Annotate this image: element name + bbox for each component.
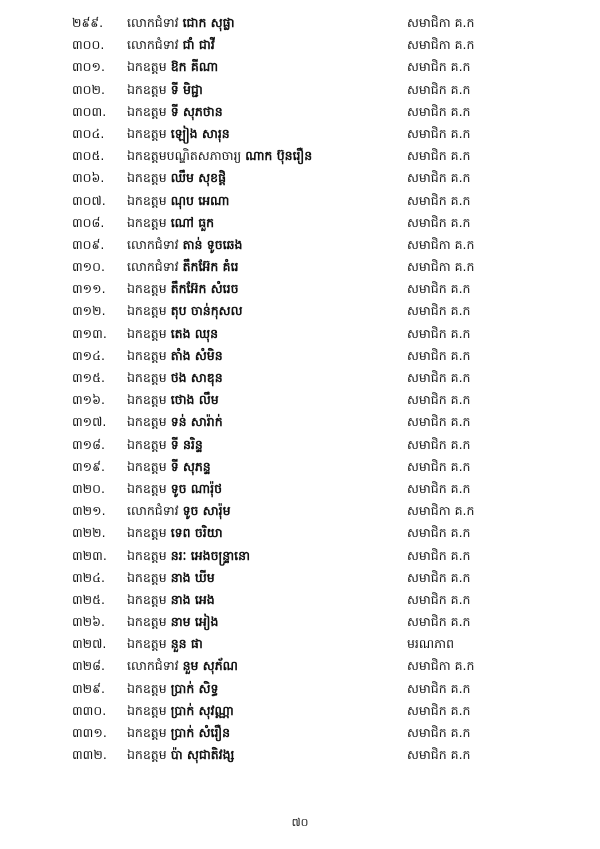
member-status: សមាជិក គ.ក bbox=[407, 591, 471, 607]
member-status: សមាជិក គ.ក bbox=[407, 325, 471, 341]
item-number: ២៩៩. bbox=[72, 15, 104, 30]
member-entry bbox=[127, 190, 229, 212]
member-status: សមាជិក គ.ក bbox=[407, 547, 471, 563]
honorific-title: លោកជំទាវ bbox=[127, 37, 179, 53]
item-number: ៣០២. bbox=[72, 81, 105, 97]
member-entry bbox=[127, 633, 203, 655]
member-name: ឱក គីណា bbox=[170, 59, 219, 75]
list-item bbox=[72, 234, 492, 256]
honorific-title: ឯកឧត្តម bbox=[127, 103, 167, 119]
item-number: ៣០៣. bbox=[72, 103, 107, 119]
member-status: សមាជិក គ.ក bbox=[407, 125, 471, 141]
member-name: ថោង លឹម bbox=[170, 392, 219, 408]
member-name: តឹកអ៊ែក សំរេច bbox=[170, 281, 239, 297]
item-number: ៣២៤. bbox=[72, 569, 105, 585]
list-item bbox=[72, 611, 492, 633]
member-entry bbox=[127, 522, 223, 544]
honorific-title: ឯកឧត្តម bbox=[127, 192, 167, 208]
member-status: សមាជិកា គ.ក bbox=[407, 15, 475, 30]
item-number: ៣០៨. bbox=[72, 214, 105, 230]
member-entry bbox=[127, 611, 218, 633]
honorific-title: ឯកឧត្តម bbox=[127, 414, 167, 430]
item-number: ៣១២. bbox=[72, 303, 106, 319]
honorific-title: ឯកឧត្តម bbox=[127, 458, 167, 474]
honorific-title: ឯកឧត្តម bbox=[127, 303, 167, 319]
member-entry bbox=[127, 56, 218, 78]
item-number: ៣២១. bbox=[72, 503, 106, 519]
list-item bbox=[72, 300, 492, 322]
member-status: សមាជិក គ.ក bbox=[407, 370, 471, 385]
member-name: តឹកអ៊ែក គំរេ bbox=[182, 259, 239, 275]
list-item bbox=[72, 12, 492, 34]
member-status: សមាជិក គ.ក bbox=[407, 414, 471, 430]
item-number: ៣០៦. bbox=[72, 170, 105, 186]
member-entry bbox=[127, 567, 215, 589]
member-entry bbox=[127, 456, 211, 478]
item-number: ៣១៩. bbox=[72, 458, 105, 474]
member-status: សមាជិកា គ.ក bbox=[407, 503, 475, 519]
honorific-title: ឯកឧត្តម bbox=[127, 81, 167, 97]
member-name: នួន ផា bbox=[170, 636, 203, 652]
member-entry bbox=[127, 234, 242, 256]
page-number: ៧០ bbox=[291, 816, 309, 829]
member-entry bbox=[127, 256, 239, 278]
member-name: ប្រាក់ សុវណ្ណា bbox=[170, 702, 234, 718]
honorific-title: ឯកឧត្តម bbox=[127, 325, 167, 341]
member-name: ថង សាឌុន bbox=[170, 370, 223, 385]
honorific-title: លោកជំទាវ bbox=[127, 15, 179, 30]
list-item bbox=[72, 633, 492, 655]
honorific-title: ឯកឧត្តម bbox=[127, 569, 167, 585]
member-status: សមាជិក គ.ក bbox=[407, 392, 471, 408]
honorific-title: ឯកឧត្តម bbox=[127, 59, 167, 75]
item-number: ៣២០. bbox=[72, 480, 105, 496]
honorific-title: ឯកឧត្តម bbox=[127, 547, 167, 563]
list-item bbox=[72, 456, 492, 478]
item-number: ៣១៥. bbox=[72, 370, 105, 385]
member-name: ទូច សារ៉ុម bbox=[182, 503, 231, 519]
member-list bbox=[72, 12, 492, 766]
member-name: នួម សុភ័ណ bbox=[182, 658, 238, 674]
list-item bbox=[72, 56, 492, 78]
member-status: សមាជិក គ.ក bbox=[407, 59, 471, 75]
member-status: សមាជិកា គ.ក bbox=[407, 259, 475, 275]
item-number: ៣២៦. bbox=[72, 614, 105, 630]
honorific-title: ឯកឧត្តម bbox=[127, 347, 167, 363]
item-number: ៣១០. bbox=[72, 259, 105, 275]
member-entry bbox=[127, 722, 230, 744]
member-entry bbox=[127, 589, 215, 611]
member-entry bbox=[127, 167, 226, 189]
member-entry bbox=[127, 678, 218, 700]
member-status: សមាជិក គ.ក bbox=[407, 103, 471, 119]
member-name: ទី សុភន្ទ bbox=[170, 458, 211, 474]
member-name: តុប ចាន់កុសល bbox=[170, 303, 243, 319]
honorific-title: លោកជំទាវ bbox=[127, 503, 179, 519]
item-number: ៣២៨. bbox=[72, 658, 105, 674]
item-number: ៣១៨. bbox=[72, 436, 105, 452]
member-status: សមាជិក គ.ក bbox=[407, 725, 471, 740]
member-name: តាន់ ទូចឆេង bbox=[182, 236, 243, 252]
item-number: ៣០៧. bbox=[72, 192, 106, 208]
list-item bbox=[72, 478, 492, 500]
member-name: នាង ឃីម bbox=[170, 569, 215, 585]
member-entry bbox=[127, 367, 223, 389]
list-item bbox=[72, 212, 492, 234]
member-name: ប្រាក់ សំរឿន bbox=[170, 725, 231, 740]
item-number: ៣៣២. bbox=[72, 747, 107, 763]
honorific-title: ឯកឧត្តម bbox=[127, 702, 167, 718]
list-item bbox=[72, 545, 492, 567]
member-status: សមាជិក គ.ក bbox=[407, 148, 471, 164]
member-entry bbox=[127, 345, 223, 367]
member-status: សមាជិក គ.ក bbox=[407, 436, 471, 452]
item-number: ៣០៥. bbox=[72, 148, 105, 164]
item-number: ៣២៧. bbox=[72, 636, 107, 652]
member-name: ប្រាក់ សិទ្ធ bbox=[170, 680, 219, 696]
member-entry bbox=[127, 655, 238, 677]
member-name: ណុប អេណា bbox=[170, 192, 230, 208]
item-number: ៣២៥. bbox=[72, 591, 105, 607]
item-number: ៣១៤. bbox=[72, 347, 105, 363]
member-entry bbox=[127, 411, 223, 433]
member-status: សមាជិក គ.ក bbox=[407, 702, 471, 718]
member-entry bbox=[127, 300, 242, 322]
item-number: ៣២២. bbox=[72, 525, 106, 541]
item-number: ៣៣០. bbox=[72, 702, 107, 718]
honorific-title: ឯកឧត្តម bbox=[127, 436, 167, 452]
honorific-title: ឯកឧត្តម bbox=[127, 214, 167, 230]
member-name: ប៉ា សុជាតិវង្ស bbox=[170, 747, 235, 763]
list-item bbox=[72, 190, 492, 212]
item-number: ៣១៦. bbox=[72, 392, 105, 408]
item-number: ៣០៩. bbox=[72, 236, 105, 252]
member-status: សមាជិក គ.ក bbox=[407, 480, 471, 496]
list-item bbox=[72, 589, 492, 611]
item-number: ៣១១. bbox=[72, 281, 106, 297]
list-item bbox=[72, 389, 492, 411]
member-entry bbox=[127, 101, 223, 123]
member-status: សមាជិក គ.ក bbox=[407, 214, 471, 230]
member-status: សមាជិក គ.ក bbox=[407, 458, 471, 474]
member-status: សមាជិក គ.ក bbox=[407, 281, 471, 297]
list-item bbox=[72, 123, 492, 145]
member-entry bbox=[127, 323, 218, 345]
list-item bbox=[72, 145, 492, 167]
member-name: នរៈ អេងចន្ទ្រានោ bbox=[170, 547, 251, 563]
honorific-title: ឯកឧត្តម bbox=[127, 747, 167, 763]
honorific-title: ឯកឧត្តម bbox=[127, 591, 167, 607]
item-number: ៣០១. bbox=[72, 59, 105, 75]
member-name: ទន់ សារ៉ាក់ bbox=[170, 414, 223, 430]
honorific-title: លោកជំទាវ bbox=[127, 658, 179, 674]
honorific-title: ឯកឧត្តម bbox=[127, 525, 167, 541]
item-number: ៣២៣. bbox=[72, 547, 107, 563]
list-item bbox=[72, 567, 492, 589]
list-item bbox=[72, 323, 492, 345]
member-name: ណាក ប៊ុនរឿន bbox=[245, 148, 313, 164]
honorific-title: លោកជំទាវ bbox=[127, 236, 179, 252]
member-status: សមាជិក គ.ក bbox=[407, 347, 471, 363]
member-entry bbox=[127, 545, 250, 567]
list-item bbox=[72, 34, 492, 56]
list-item bbox=[72, 79, 492, 101]
list-item bbox=[72, 167, 492, 189]
honorific-title: ឯកឧត្តម bbox=[127, 281, 167, 297]
item-number: ៣០៤. bbox=[72, 125, 105, 141]
list-item bbox=[72, 500, 492, 522]
member-name: ទី នរិន្ទ bbox=[170, 436, 203, 452]
member-name: ឡៀង សារុន bbox=[170, 125, 230, 141]
member-name: ជោក សុផ្លា bbox=[182, 15, 235, 30]
member-status: សមាជិក គ.ក bbox=[407, 170, 471, 186]
member-entry bbox=[127, 744, 234, 766]
honorific-title: ឯកឧត្តម bbox=[127, 614, 167, 630]
member-status: សមាជិកា គ.ក bbox=[407, 236, 475, 252]
honorific-title: លោកជំទាវ bbox=[127, 259, 179, 275]
member-entry bbox=[127, 34, 215, 56]
list-item bbox=[72, 655, 492, 677]
member-status: សមាជិកា គ.ក bbox=[407, 658, 475, 674]
member-entry bbox=[127, 79, 203, 101]
list-item bbox=[72, 278, 492, 300]
member-name: ទូច ណារ៉ុថ bbox=[170, 480, 223, 496]
member-entry bbox=[127, 478, 222, 500]
member-status: សមាជិក គ.ក bbox=[407, 303, 471, 319]
list-item bbox=[72, 367, 492, 389]
honorific-title: ឯកឧត្តម bbox=[127, 170, 167, 186]
honorific-title: ឯកឧត្តម bbox=[127, 480, 167, 496]
honorific-title: ឯកឧត្តម bbox=[127, 370, 167, 385]
member-status: សមាជិកា គ.ក bbox=[407, 37, 475, 53]
member-name: ណៅ ធួក bbox=[170, 214, 215, 230]
honorific-title: ឯកឧត្តម bbox=[127, 125, 167, 141]
list-item bbox=[72, 722, 492, 744]
member-status: សមាជិក គ.ក bbox=[407, 680, 471, 696]
item-number: ៣០០. bbox=[72, 37, 105, 53]
honorific-title: ឯកឧត្តម bbox=[127, 392, 167, 408]
member-entry bbox=[127, 434, 203, 456]
member-entry bbox=[127, 278, 239, 300]
honorific-title: ឯកឧត្តម bbox=[127, 636, 167, 652]
member-entry bbox=[127, 389, 219, 411]
list-item bbox=[72, 434, 492, 456]
member-name: នាង អេង bbox=[170, 591, 215, 607]
member-name: ឈឹម សុខផ្តិ bbox=[170, 170, 227, 186]
member-name: តេង ឈុន bbox=[170, 325, 219, 341]
member-status: សមាជិក គ.ក bbox=[407, 192, 471, 208]
member-name: ទេព ចរិយា bbox=[170, 525, 223, 541]
member-entry bbox=[127, 500, 231, 522]
member-status: សមាជិក គ.ក bbox=[407, 614, 471, 630]
member-name: នាម អៀង bbox=[170, 614, 219, 630]
list-item bbox=[72, 345, 492, 367]
list-item bbox=[72, 678, 492, 700]
member-entry bbox=[127, 12, 235, 34]
list-item bbox=[72, 700, 492, 722]
item-number: ៣១៧. bbox=[72, 414, 107, 430]
honorific-title: ឯកឧត្តមបណ្ឌិតសភាចារ្យ bbox=[127, 148, 242, 164]
member-status: សមាជិក គ.ក bbox=[407, 569, 471, 585]
list-item bbox=[72, 101, 492, 123]
item-number: ៣១៣. bbox=[72, 325, 107, 341]
member-name: ទី សុភថាន bbox=[170, 103, 223, 119]
honorific-title: ឯកឧត្តម bbox=[127, 680, 167, 696]
list-item bbox=[72, 411, 492, 433]
member-name: ទី មិជ្ជា bbox=[170, 81, 203, 97]
item-number: ៣២៩. bbox=[72, 680, 105, 696]
list-item bbox=[72, 744, 492, 766]
member-status: សមាជិក គ.ក bbox=[407, 81, 471, 97]
member-entry bbox=[127, 700, 234, 722]
list-item bbox=[72, 522, 492, 544]
member-name: ជាំ ជាវី bbox=[182, 37, 215, 53]
member-status: សមាជិក គ.ក bbox=[407, 747, 471, 763]
list-item bbox=[72, 256, 492, 278]
member-status: មរណភាព bbox=[407, 636, 454, 652]
honorific-title: ឯកឧត្តម bbox=[127, 725, 167, 740]
member-entry bbox=[127, 145, 312, 167]
member-entry bbox=[127, 123, 230, 145]
item-number: ៣៣១. bbox=[72, 725, 107, 740]
member-entry bbox=[127, 212, 214, 234]
member-name: តាំង សំមិន bbox=[170, 347, 223, 363]
member-status: សមាជិក គ.ក bbox=[407, 525, 471, 541]
